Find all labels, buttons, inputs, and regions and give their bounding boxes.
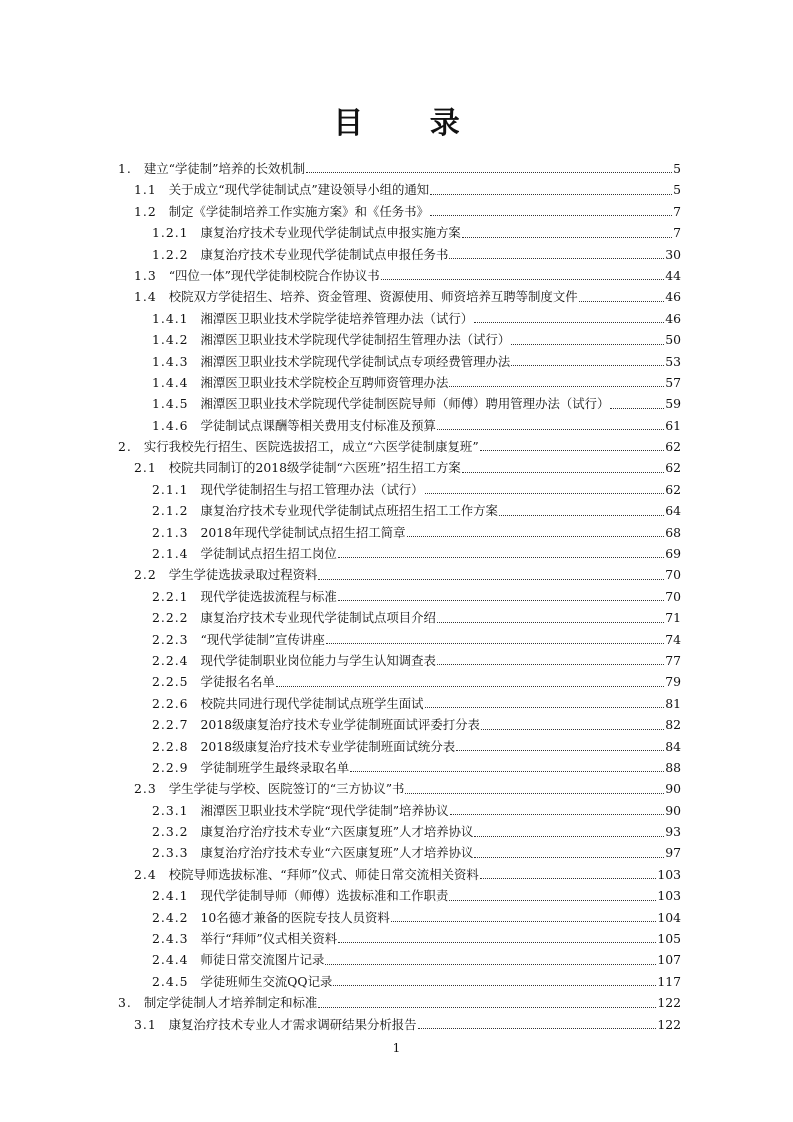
toc-entry[interactable] — [118, 800, 681, 821]
toc-leader-dots — [318, 579, 664, 580]
toc-entry-page: 93 — [665, 824, 681, 840]
toc-leader-dots — [425, 707, 665, 708]
toc-entry[interactable] — [118, 778, 681, 799]
toc-entry[interactable] — [118, 650, 681, 671]
toc-entry-page: 5 — [673, 182, 681, 198]
toc-entry-number: 1.4.6 — [152, 417, 189, 433]
toc-entry[interactable] — [118, 992, 681, 1013]
toc-leader-dots — [437, 622, 664, 623]
toc-entry-page: 122 — [657, 1016, 681, 1032]
toc-entry-title: 学徒制试点课酬等相关费用支付标准及预算 — [200, 417, 436, 433]
toc-entry-page: 5 — [673, 160, 681, 176]
toc-entry-number: 2.3 — [134, 781, 157, 797]
toc-entry[interactable] — [118, 586, 681, 607]
toc-entry-number: 2.2.5 — [152, 674, 189, 690]
toc-leader-dots — [610, 408, 664, 409]
toc-entry-title: 学徒制班学生最终录取名单 — [200, 759, 350, 775]
toc-entry-title: 湘潭医卫职业技术学院现代学徒制试点专项经费管理办法 — [200, 353, 511, 369]
toc-entry[interactable] — [118, 179, 681, 200]
toc-entry-page: 117 — [657, 973, 681, 989]
toc-entry-number: 2.3.2 — [152, 824, 189, 840]
toc-entry-number: 2.4.4 — [152, 952, 189, 968]
toc-entry-number: 2.3.3 — [152, 845, 189, 861]
toc-entry-title: 现代学徒选拔流程与标准 — [200, 588, 337, 604]
toc-leader-dots — [462, 237, 672, 238]
toc-entry-page: 64 — [665, 503, 681, 519]
toc-entry-number: 2.4.3 — [152, 931, 189, 947]
toc-entry-number: 2.1.3 — [152, 524, 189, 540]
toc-leader-dots — [338, 557, 664, 558]
toc-entry-title: 学徒班师生交流QQ记录 — [200, 973, 333, 989]
toc-leader-dots — [474, 836, 664, 837]
toc-entry-number: 1.1 — [134, 182, 157, 198]
toc-entry-title: “现代学徒制”宣传讲座 — [200, 631, 325, 647]
toc-entry-title: 康复治疗技术专业人才需求调研结果分析报告 — [168, 1016, 417, 1032]
toc-entry-title: 湘潭医卫职业技术学院现代学徒制医院导师（师傅）聘用管理办法（试行） — [200, 396, 610, 412]
toc-entry-page: 82 — [665, 717, 681, 733]
toc-entry[interactable] — [118, 522, 681, 543]
toc-entry[interactable] — [118, 629, 681, 650]
toc-entry-number: 2.1.4 — [152, 546, 189, 562]
toc-entry-number: 2.2.9 — [152, 759, 189, 775]
toc-entry[interactable] — [118, 1014, 681, 1035]
toc-entry-page: 103 — [657, 888, 681, 904]
toc-entry-title: 学徒制试点招生招工岗位 — [200, 546, 337, 562]
toc-entry-page: 61 — [665, 417, 681, 433]
toc-entry[interactable] — [118, 864, 681, 885]
toc-entry[interactable] — [118, 351, 681, 372]
toc-leader-dots — [326, 643, 665, 644]
toc-entry[interactable] — [118, 308, 681, 329]
toc-leader-dots — [350, 771, 664, 772]
toc-entry-title: 2018级康复治疗技术专业学徒制班面试统分表 — [200, 738, 456, 754]
toc-leader-dots — [333, 985, 656, 986]
toc-leader-dots — [381, 279, 665, 280]
toc-entry[interactable] — [118, 843, 681, 864]
toc-entry[interactable] — [118, 201, 681, 222]
toc-entry-title: 举行“拜师”仪式相关资料 — [200, 931, 338, 947]
toc-entry-title: 康复治疗治疗技术专业“六医康复班”人才培养协议 — [200, 824, 474, 840]
toc-entry-page: 122 — [657, 995, 681, 1011]
toc-entry-title: 10名德才兼备的医院专技人员资料 — [200, 909, 390, 925]
toc-entry-number: 1.2.1 — [152, 225, 189, 241]
toc-entry-number: 2.1.1 — [152, 481, 189, 497]
toc-entry-title: 湘潭医卫职业技术学院学徒培养管理办法（试行） — [200, 310, 474, 326]
toc-leader-dots — [499, 515, 664, 516]
toc-entry[interactable] — [118, 821, 681, 842]
toc-entry-number: 1.4.5 — [152, 396, 189, 412]
toc-entry-title: 制定学徒制人才培养制定和标准 — [143, 995, 318, 1011]
toc-leader-dots — [474, 322, 664, 323]
toc-entry-title: 康复治疗技术专业现代学徒制试点申报任务书 — [200, 246, 449, 262]
toc-entry[interactable] — [118, 158, 681, 179]
toc-entry-number: 2.2.4 — [152, 652, 189, 668]
toc-leader-dots — [480, 878, 657, 879]
toc-leader-dots — [418, 1028, 657, 1029]
toc-leader-dots — [449, 258, 664, 259]
toc-entry-title: 湘潭医卫职业技术学院“现代学徒制”培养协议 — [200, 802, 449, 818]
toc-leader-dots — [405, 793, 664, 794]
toc-entry-page: 70 — [665, 567, 681, 583]
toc-entry-number: 1. — [118, 160, 132, 176]
page-number: 1 — [392, 1041, 401, 1055]
toc-leader-dots — [325, 964, 656, 965]
toc-entry[interactable] — [118, 885, 681, 906]
toc-leader-dots — [579, 301, 665, 302]
toc-entry-number: 3. — [118, 995, 132, 1011]
toc-entry-title: 2018年现代学徒制试点招生招工简章 — [200, 524, 406, 540]
toc-entry-page: 90 — [665, 781, 681, 797]
toc-entry-number: 1.4.4 — [152, 374, 189, 390]
toc-entry-number: 2.4 — [134, 866, 157, 882]
toc-entry[interactable] — [118, 693, 681, 714]
toc-entry-number: 2.4.1 — [152, 888, 189, 904]
toc-entry-number: 2. — [118, 439, 132, 455]
toc-entry-page: 103 — [657, 866, 681, 882]
toc-entry-title: 康复治疗治疗技术专业“六医康复班”人才培养协议 — [200, 845, 474, 861]
toc-entry-number: 1.3 — [134, 267, 157, 283]
toc-entry-title: 校院导师选拔标准、“拜师”仪式、师徒日常交流相关资料 — [168, 866, 479, 882]
toc-entry-page: 7 — [673, 225, 681, 241]
toc-leader-dots — [450, 814, 665, 815]
toc-entry-page: 71 — [665, 610, 681, 626]
toc-entry-page: 62 — [665, 460, 681, 476]
toc-entry-number: 2.2 — [134, 567, 157, 583]
toc-leader-dots — [276, 686, 664, 687]
toc-entry[interactable] — [118, 457, 681, 478]
toc-entry-title: 康复治疗技术专业现代学徒制试点班招生招工工作方案 — [200, 503, 498, 519]
toc-entry-title: 学徒报名名单 — [200, 674, 275, 690]
toc-leader-dots — [306, 172, 672, 173]
toc-entry-page: 81 — [665, 695, 681, 711]
toc-entry-title: 关于成立“现代学徒制试点”建设领导小组的通知 — [168, 182, 430, 198]
toc-entry-title: 2018级康复治疗技术专业学徒制班面试评委打分表 — [200, 717, 480, 733]
toc-entry-title: 康复治疗技术专业现代学徒制试点项目介绍 — [200, 610, 436, 626]
toc-entry[interactable] — [118, 543, 681, 564]
toc-entry[interactable] — [118, 607, 681, 628]
toc-entry-page: 68 — [665, 524, 681, 540]
toc-entry-page: 74 — [665, 631, 681, 647]
toc-entry[interactable] — [118, 222, 681, 243]
toc-entry-number: 3.1 — [134, 1016, 157, 1032]
toc-leader-dots — [481, 729, 664, 730]
toc-entry-number: 1.4.1 — [152, 310, 189, 326]
toc-entry-title: 建立“学徒制”培养的长效机制 — [143, 160, 306, 176]
toc-entry-number: 1.4.2 — [152, 332, 189, 348]
toc-entry-page: 69 — [665, 546, 681, 562]
toc-entry-page: 53 — [665, 353, 681, 369]
toc-entry[interactable] — [118, 479, 681, 500]
toc-leader-dots — [430, 194, 672, 195]
toc-entry[interactable] — [118, 436, 681, 457]
toc-entry[interactable] — [118, 757, 681, 778]
toc-entry-page: 84 — [665, 738, 681, 754]
toc-entry-page: 50 — [665, 332, 681, 348]
toc-entry-number: 1.2 — [134, 203, 157, 219]
toc-entry-page: 88 — [665, 759, 681, 775]
toc-entry[interactable] — [118, 736, 681, 757]
toc-entry-page: 57 — [665, 374, 681, 390]
toc-entry-number: 1.2.2 — [152, 246, 189, 262]
toc-leader-dots — [449, 386, 664, 387]
toc-leader-dots — [425, 493, 665, 494]
toc-entry-page: 59 — [665, 396, 681, 412]
table-of-contents — [118, 158, 681, 1035]
toc-entry-title: “四位一体”现代学徒制校院合作协议书 — [168, 267, 380, 283]
toc-entry-number: 2.4.5 — [152, 973, 189, 989]
toc-entry-page: 97 — [665, 845, 681, 861]
toc-leader-dots — [338, 600, 664, 601]
toc-entry[interactable] — [118, 415, 681, 436]
toc-entry-number: 2.1 — [134, 460, 157, 476]
toc-entry-title: 制定《学徒制培养工作实施方案》和《任务书》 — [168, 203, 429, 219]
toc-entry-page: 62 — [665, 481, 681, 497]
toc-leader-dots — [480, 450, 665, 451]
toc-leader-dots — [462, 472, 664, 473]
toc-entry-number: 1.4 — [134, 289, 157, 305]
toc-leader-dots — [430, 215, 672, 216]
toc-entry-title: 师徒日常交流图片记录 — [200, 952, 325, 968]
toc-entry[interactable] — [118, 500, 681, 521]
toc-entry-title: 湘潭医卫职业技术学院校企互聘师资管理办法 — [200, 374, 449, 390]
toc-entry-number: 2.4.2 — [152, 909, 189, 925]
toc-leader-dots — [511, 344, 664, 345]
toc-entry-title: 校院共同进行现代学徒制试点班学生面试 — [200, 695, 424, 711]
toc-entry[interactable] — [118, 265, 681, 286]
toc-leader-dots — [449, 900, 656, 901]
toc-entry-page: 70 — [665, 588, 681, 604]
toc-leader-dots — [474, 857, 664, 858]
toc-entry-number: 2.2.6 — [152, 695, 189, 711]
toc-entry-page: 46 — [665, 310, 681, 326]
toc-entry-number: 2.2.8 — [152, 738, 189, 754]
toc-leader-dots — [391, 921, 657, 922]
toc-entry[interactable] — [118, 244, 681, 265]
toc-leader-dots — [456, 750, 664, 751]
toc-entry[interactable] — [118, 564, 681, 585]
toc-leader-dots — [338, 942, 656, 943]
toc-entry[interactable] — [118, 949, 681, 970]
toc-entry-page: 7 — [673, 203, 681, 219]
toc-entry-number: 1.4.3 — [152, 353, 189, 369]
toc-entry-page: 107 — [657, 952, 681, 968]
toc-entry-page: 79 — [665, 674, 681, 690]
toc-entry[interactable] — [118, 928, 681, 949]
toc-entry[interactable] — [118, 671, 681, 692]
toc-entry[interactable] — [118, 329, 681, 350]
toc-leader-dots — [437, 664, 664, 665]
toc-leader-dots — [407, 536, 665, 537]
toc-entry-number: 2.2.7 — [152, 717, 189, 733]
toc-entry-page: 77 — [665, 652, 681, 668]
toc-entry-title: 校院双方学徒招生、培养、资金管理、资源使用、师资培养互聘等制度文件 — [168, 289, 578, 305]
toc-entry-page: 30 — [665, 246, 681, 262]
toc-entry-page: 105 — [657, 931, 681, 947]
toc-entry-page: 44 — [665, 267, 681, 283]
toc-entry[interactable] — [118, 286, 681, 307]
toc-entry[interactable] — [118, 971, 681, 992]
page-title: 目 录 — [333, 106, 488, 141]
toc-entry-number: 2.2.3 — [152, 631, 189, 647]
toc-entry-title: 现代学徒制职业岗位能力与学生认知调查表 — [200, 652, 436, 668]
toc-leader-dots — [437, 429, 664, 430]
toc-entry[interactable] — [118, 907, 681, 928]
toc-entry-number: 2.2.2 — [152, 610, 189, 626]
toc-entry-title: 现代学徒制导师（师傅）选拔标准和工作职责 — [200, 888, 449, 904]
toc-entry-title: 校院共同制订的2018级学徒制“六医班”招生招工方案 — [168, 460, 461, 476]
toc-entry-page: 46 — [665, 289, 681, 305]
toc-entry-title: 湘潭医卫职业技术学院现代学徒制招生管理办法（试行） — [200, 332, 511, 348]
toc-leader-dots — [511, 365, 664, 366]
toc-entry-page: 62 — [665, 439, 681, 455]
toc-entry-title: 学生学徒与学校、医院签订的“三方协议”书 — [168, 781, 405, 797]
toc-entry-title: 现代学徒制招生与招工管理办法（试行） — [200, 481, 424, 497]
toc-entry-number: 2.1.2 — [152, 503, 189, 519]
toc-leader-dots — [318, 1007, 656, 1008]
toc-entry-title: 学生学徒选拔录取过程资料 — [168, 567, 318, 583]
toc-entry-title: 康复治疗技术专业现代学徒制试点申报实施方案 — [200, 225, 461, 241]
toc-entry-number: 2.3.1 — [152, 802, 189, 818]
toc-entry-page: 104 — [657, 909, 681, 925]
toc-entry-title: 实行我校先行招生、医院选拔招工，成立“六医学徒制康复班” — [143, 439, 479, 455]
toc-entry-page: 90 — [665, 802, 681, 818]
toc-entry[interactable] — [118, 393, 681, 414]
toc-entry[interactable] — [118, 714, 681, 735]
toc-entry[interactable] — [118, 372, 681, 393]
toc-entry-number: 2.2.1 — [152, 588, 189, 604]
